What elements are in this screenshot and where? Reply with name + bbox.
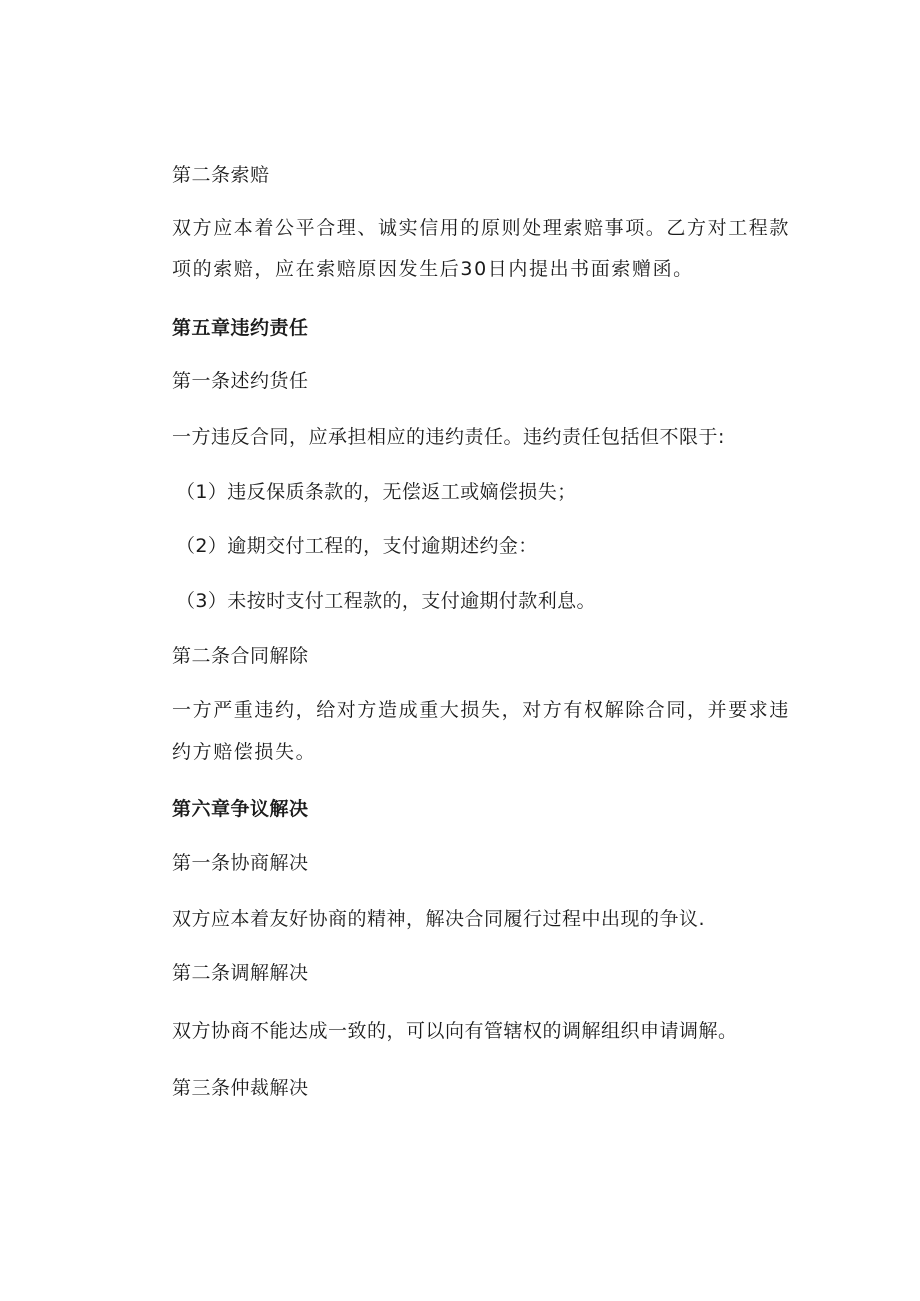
article-title-arbitration: 第三条仲裁解决 <box>172 1077 309 1099</box>
chapter-title-disputes: 第六章争议解决 <box>172 798 309 820</box>
negotiation-text: 双方应本着友好协商的精神，解决合同履行过程中出现的争议. <box>172 908 706 930</box>
liability-item-3: （3）未按时支付工程款的，支付逾期付款利息。 <box>176 590 596 612</box>
article-title-negotiation: 第一条协商解决 <box>172 852 309 874</box>
claims-paragraph-line-2: 项的索赔，应在索赔原因发生后30日内提出书面索赠函。 <box>172 258 694 280</box>
chapter-title-liability: 第五章违约责任 <box>172 317 309 339</box>
article-title-claims: 第二条索赔 <box>172 164 270 186</box>
liability-item-1: （1）违反保质条款的，无偿返工或嫡偿损失； <box>176 481 577 503</box>
termination-paragraph-line-2: 约方赔偿损失。 <box>172 741 317 763</box>
liability-item-2: （2）逾期交付工程的，支付逾期述约金： <box>176 535 538 557</box>
article-title-termination: 第二条合同解除 <box>172 645 309 667</box>
claims-paragraph-line-1: 双方应本着公平合理、诚实信用的原则处理索赔事项。乙方对工程款 <box>172 217 791 239</box>
liability-intro: 一方违反合同，应承担相应的违约责任。违约责任包括但不限于: <box>172 426 725 448</box>
article-title-liability: 第一条述约货任 <box>172 370 309 392</box>
termination-paragraph-line-1: 一方严重违约，给对方造成重大损失，对方有权解除合同，并要求违 <box>172 699 791 721</box>
article-title-mediation: 第二条调解解决 <box>172 962 309 984</box>
mediation-text: 双方协商不能达成一致的，可以向有管辖权的调解组织申请调解。 <box>172 1020 738 1042</box>
